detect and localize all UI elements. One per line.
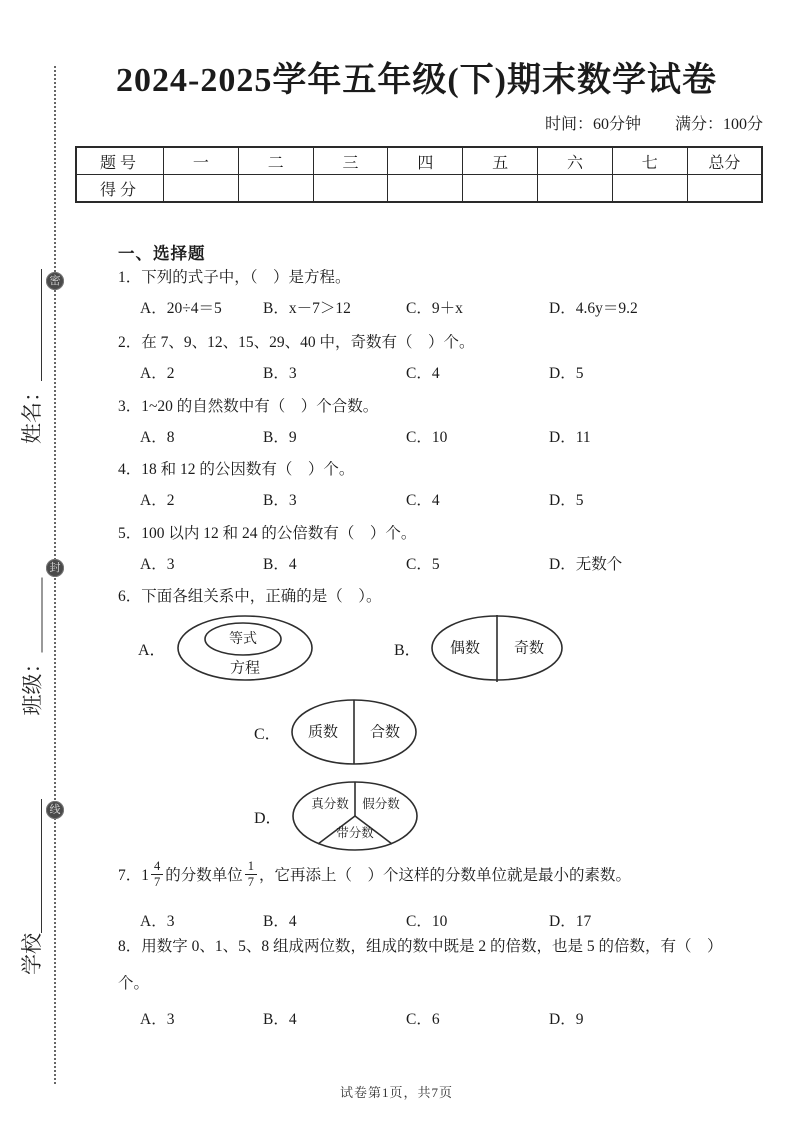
score-table-cell-tihao: 题号 xyxy=(76,147,164,175)
option-c: C．6 xyxy=(406,1011,440,1028)
option-c: C．9＋x xyxy=(406,300,463,317)
question-8-text-line2: 个。 xyxy=(118,975,150,992)
diagram-d-topleft-label: 真分数 xyxy=(310,796,349,811)
option-d: D．9 xyxy=(549,1011,584,1028)
fraction-denominator: 7 xyxy=(245,874,257,889)
question-6-text: 6．下面各组关系中，正确的是（ ）。 xyxy=(118,588,382,605)
fraction-numerator: 1 xyxy=(247,859,255,874)
diagram-d-bottom-label: 带分数 xyxy=(335,825,374,840)
score-table-cell-1: 一 xyxy=(164,147,239,175)
venn-nested-ellipses xyxy=(174,612,316,684)
diagram-a-outer-label: 方程 xyxy=(229,660,260,677)
option-a: A．2 xyxy=(140,365,175,382)
question-5-text: 5．100 以内 12 和 24 的公倍数有（ ）个。 xyxy=(118,525,417,542)
diagram-b-left-label: 偶数 xyxy=(449,640,480,657)
question-8 xyxy=(118,928,768,1035)
diagram-option-a xyxy=(138,612,316,684)
option-b: B．3 xyxy=(263,492,297,509)
seal-stamp-mi: 密 xyxy=(46,272,64,290)
name-field xyxy=(16,266,46,444)
diagram-b-label: B． xyxy=(394,641,421,659)
option-c: C．4 xyxy=(406,492,440,509)
score-table-score-row xyxy=(76,175,762,203)
option-d: D．17 xyxy=(549,913,592,930)
question-5 xyxy=(118,518,768,580)
score-cell xyxy=(612,175,687,203)
diagram-option-d xyxy=(254,778,420,854)
option-d: D．4.6y＝9.2 xyxy=(549,300,638,317)
score-table-cell-7: 七 xyxy=(612,147,687,175)
class-label: 班级： xyxy=(20,652,45,716)
question-7 xyxy=(118,850,768,937)
school-label: 学校 xyxy=(20,933,44,975)
fraction-1-7 xyxy=(245,859,257,889)
exam-full-score: 满分：100分 xyxy=(674,116,763,133)
score-table-cell-5: 五 xyxy=(463,147,538,175)
question-5-options xyxy=(118,549,768,580)
option-c: C．10 xyxy=(406,429,448,446)
question-7-mid: 的分数单位 xyxy=(165,867,243,884)
option-a: A．3 xyxy=(140,913,175,930)
class-field xyxy=(17,575,47,716)
score-cell xyxy=(463,175,538,203)
diagram-option-b xyxy=(394,612,565,684)
question-1-options xyxy=(118,293,768,324)
name-label: 姓名： xyxy=(20,381,44,444)
option-d: D．无数个 xyxy=(549,556,623,573)
option-b: B．4 xyxy=(263,556,297,573)
diagram-option-c xyxy=(254,696,419,768)
question-7-tail: ，它再添上（ ）个这样的分数单位就是最小的素数。 xyxy=(259,867,632,884)
diagram-a-label: A． xyxy=(138,641,166,659)
question-2-text: 2．在 7、9、12、15、29、40 中，奇数有（ ）个。 xyxy=(118,334,475,351)
option-b: B．x－7＞12 xyxy=(263,300,351,317)
venn-split-ellipse xyxy=(289,696,419,768)
option-c: C．5 xyxy=(406,556,440,573)
question-3-text: 3．1~20 的自然数中有（ ）个合数。 xyxy=(118,398,379,415)
option-a: A．20÷4＝5 xyxy=(140,300,222,317)
question-3 xyxy=(118,391,768,453)
school-field xyxy=(16,795,46,975)
diagram-d-topright-label: 假分数 xyxy=(361,796,400,811)
page-title: 2024-2025学年五年级(下)期末数学试卷 xyxy=(116,62,717,99)
option-b: B．4 xyxy=(263,1011,297,1028)
option-a: A．3 xyxy=(140,1011,175,1028)
diagram-d-label: D． xyxy=(254,809,282,827)
score-table-cell-6: 六 xyxy=(538,147,613,175)
score-cell xyxy=(164,175,239,203)
fraction-denominator: 7 xyxy=(151,874,163,889)
diagram-b-right-label: 奇数 xyxy=(513,640,544,657)
score-table-cell-3: 三 xyxy=(313,147,388,175)
school-blank-line xyxy=(40,799,42,933)
score-cell xyxy=(238,175,313,203)
question-6 xyxy=(118,581,768,612)
option-d: D．5 xyxy=(549,365,584,382)
question-3-options xyxy=(118,422,768,453)
exam-info-line xyxy=(545,111,763,134)
question-7-lead: 7．1 xyxy=(118,867,150,884)
diagram-a-inner-label: 等式 xyxy=(228,632,257,648)
question-4-options xyxy=(118,485,768,516)
question-1 xyxy=(118,262,768,324)
score-cell xyxy=(313,175,388,203)
seal-stamp-xian: 线 xyxy=(46,801,64,819)
score-table xyxy=(75,146,763,203)
page-footer: 试卷第1页，共7页 xyxy=(339,1085,453,1100)
score-table-cell-4: 四 xyxy=(388,147,463,175)
question-1-text: 1．下列的式子中，（ ）是方程。 xyxy=(118,269,351,286)
name-blank-line xyxy=(40,269,42,381)
option-c: C．10 xyxy=(406,913,448,930)
diagram-c-left-label: 质数 xyxy=(307,724,338,741)
diagram-c-right-label: 合数 xyxy=(369,724,400,741)
option-b: B．3 xyxy=(263,365,297,382)
fraction-numerator: 4 xyxy=(154,859,161,874)
venn-split-ellipse xyxy=(429,612,565,684)
option-a: A．3 xyxy=(140,556,175,573)
venn-three-way-ellipse xyxy=(290,778,420,854)
option-a: A．8 xyxy=(140,429,175,446)
diagram-c-label: C． xyxy=(254,725,281,743)
score-table-cell-total: 总分 xyxy=(687,147,762,175)
question-4-text: 4．18 和 12 的公因数有（ ）个。 xyxy=(118,461,355,478)
option-a: A．2 xyxy=(140,492,175,509)
question-8-text-line1: 8．用数字 0、1、5、8 组成两位数，组成的数中既是 2 的倍数，也是 5 的倍数，有（ ） xyxy=(118,938,723,955)
score-table-header-row xyxy=(76,147,762,175)
seal-stamp-feng: 封 xyxy=(46,559,64,577)
question-2-options xyxy=(118,358,768,389)
score-cell xyxy=(687,175,762,203)
fraction-4-7 xyxy=(151,859,163,889)
option-b: B．4 xyxy=(263,913,297,930)
section-heading: 一、选择题 xyxy=(118,244,206,263)
score-cell xyxy=(388,175,463,203)
question-4 xyxy=(118,454,768,516)
option-d: D．11 xyxy=(549,429,591,446)
score-row-label: 得分 xyxy=(76,175,164,203)
score-cell xyxy=(538,175,613,203)
option-d: D．5 xyxy=(549,492,584,509)
exam-time: 时间：60分钟 xyxy=(544,116,641,133)
question-8-options xyxy=(118,1004,768,1035)
option-b: B．9 xyxy=(263,429,297,446)
option-c: C．4 xyxy=(406,365,440,382)
score-table-cell-2: 二 xyxy=(238,147,313,175)
question-7-text xyxy=(118,850,768,898)
question-2 xyxy=(118,327,768,389)
class-blank-line xyxy=(41,578,43,653)
